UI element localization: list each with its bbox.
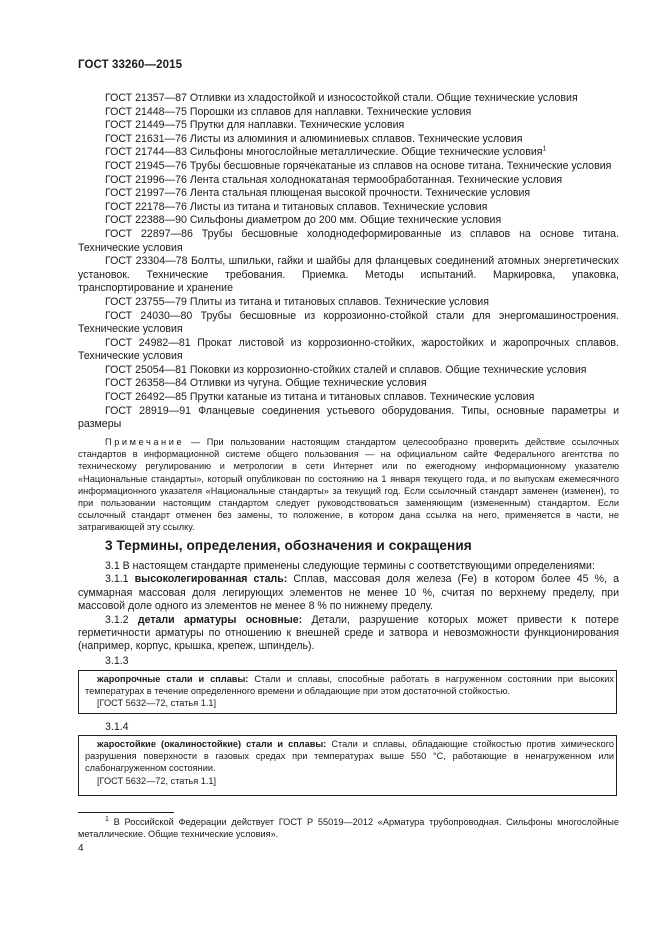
section-heading: 3 Термины, определения, обозначения и сокращения [105,538,472,553]
reference-item: ГОСТ 22897—86 Трубы бесшовные холоднодеформированные из сплавов на основе титана. Технические условия [78,227,620,254]
reference-item: ГОСТ 23755—79 Плиты из титана и титановых сплавов. Технические условия [105,295,489,308]
term-definition: жаростойкие (окалиностойкие) стали и сплавы: Стали и сплавы, обладающие стойкостью против химического разрушения поверхности в газовых средах при температурах выше 550 °С, работающие в ненагруженном или слабонагруженном состоянии. [85,739,614,774]
term-source: [ГОСТ 5632—72, статья 1.1] [97,775,217,786]
term-source: [ГОСТ 5632—72, статья 1.1] [97,698,217,709]
reference-item: ГОСТ 21448—75 Порошки из сплавов для наплавки. Технические условия [105,105,472,118]
reference-item: ГОСТ 21449—75 Прутки для наплавки. Технические условия [105,119,405,132]
reference-item: ГОСТ 26492—85 Прутки катаные из титана и титановых сплавов. Технические условия [105,391,535,404]
term-box-3-1-4 [78,735,617,796]
term-name: высоколегированная сталь: [134,573,288,586]
term-number-3-1-4: 3.1.4 [105,721,129,733]
page-number: 4 [78,843,84,854]
term-name: детали арматуры основные: [137,613,303,626]
normative-references-list [78,92,619,432]
reference-item: ГОСТ 25054—81 Поковки из коррозионно-стойких сталей и сплавов. Общие технические условия [105,363,587,376]
term-definition: жаропрочные стали и сплавы: Стали и сплавы, способные работать в нагруженном состоянии при высоких температурах в течение определенного времени и обладающие при этом достаточной стойкостью. [85,674,614,697]
document-header: ГОСТ 33260—2015 [78,59,183,71]
note-label: Примечание [105,437,185,447]
note-paragraph [78,436,619,534]
term-number-3-1-3: 3.1.3 [105,655,129,667]
section-body [78,560,619,654]
footnote-marker[interactable]: 1 [542,145,547,153]
term-3-1-2: 3.1.2 детали арматуры основные: Детали, разрушение которых может привести к потере герметичности арматуры по отношению к внешней среде и затвора и невозможности функционирования (например, корпус, крышка, крепеж, шпиндель). [78,613,619,653]
reference-item: ГОСТ 21357—87 Отливки из хладостойкой и износостойкой стали. Общие технические условия [105,92,578,104]
reference-item: ГОСТ 21997—76 Лента стальная плющеная высокой прочности. Технические условия [105,187,531,200]
reference-item: ГОСТ 21996—76 Лента стальная холоднокатаная термообработанная. Технические условия [105,173,563,186]
reference-item: ГОСТ 21631—76 Листы из алюминия и алюминиевых сплавов. Технические условия [105,132,523,145]
reference-item: ГОСТ 24982—81 Прокат листовой из коррозионно-стойких, жаростойких и жаропрочных сплавов. Технические условия [78,336,619,363]
reference-item: ГОСТ 22178—76 Листы из титана и титановых сплавов. Технические условия [105,200,488,213]
reference-item: ГОСТ 24030—80 Трубы бесшовные из коррозионно-стойкой стали для энергомашиностроения. Технические условия [78,309,620,336]
term-name: жаропрочные стали и сплавы: [97,674,249,684]
term-box-3-1-3 [78,670,617,714]
reference-item: ГОСТ 21945—76 Трубы бесшовные горячекатаные из сплавов на основе титана. Технические условия [105,159,612,172]
footnote-number: 1 [105,815,109,823]
reference-item: ГОСТ 23304—78 Болты, шпильки, гайки и шайбы для фланцевых соединений атомных энергетических установок. Технические требования. Приемка. Методы испытаний. Маркировка, упаковка, транспортирование и хранение [78,255,619,295]
term-3-1-1: 3.1.1 высоколегированная сталь: Сплав, массовая доля железа (Fe) в котором более 45 %, а суммарная массовая доля легирующих элементов не менее 10 %, считая по верхнему пределу, при массовой доле одного из элементов не менее 8 % по нижнему пределу. [78,573,619,613]
note-text: — При пользовании настоящим стандартом целесообразно проверить действие ссылочных стандартов в информационной системе общего пользования — на официальном сайте Федерального агентства по техническому регулированию и метрологии в сети Интернет или по ежегодному информационному указателю «Национальные стандарты», который опубликован по состоянию на 1 января текущего года, и по выпускам ежемесячного информационного указателя «Национальные стандарты» за текущий год. Если ссылочный стандарт заменен (изменен), то при пользовании настоящим стандартом следует руководствоваться заменяющим (измененным) стандартом. Если ссылочный стандарт отменен без замены, то положение, в котором дана ссылка на него, применяется в части, не затрагивающей эту ссылку. [78,437,619,533]
footnote-divider [78,812,174,813]
section-intro: 3.1 В настоящем стандарте применены следующие термины с соответствующими определениями: [105,560,595,572]
footnote: $^1$ В Российской Федерации действует ГОСТ Р 55019—2012 «Арматура трубопроводная. Сильфоны многослойные металлические. Общие технические условия». [78,815,619,840]
reference-item: ГОСТ 22388—90 Сильфоны диаметром до 200 мм. Общие технические условия [105,214,502,227]
reference-item: ГОСТ 26358—84 Отливки из чугуна. Общие технические условия [105,377,427,390]
reference-item: ГОСТ 28919—91 Фланцевые соединения устьевого оборудования. Типы, основные параметры и размеры [78,404,620,431]
reference-item: ГОСТ 21744—83 Сильфоны многослойные металлические. Общие технические условия$^1$ [105,145,547,159]
term-name: жаростойкие (окалиностойкие) стали и сплавы: [97,739,327,749]
